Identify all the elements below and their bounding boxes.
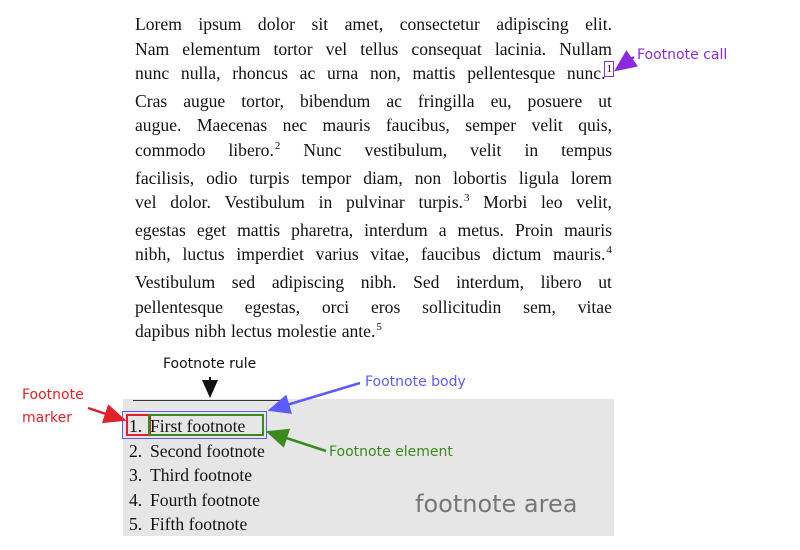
- word: tempus: [561, 139, 612, 160]
- word: quis,: [578, 115, 612, 136]
- word: consequat: [411, 38, 482, 59]
- word: egestas: [135, 219, 186, 240]
- word: egestas,: [244, 296, 300, 317]
- word: fringilla: [417, 90, 475, 111]
- word: nibh: [194, 321, 227, 342]
- word: turpis.$^3$: [418, 192, 470, 213]
- footnote-marker: 1.: [129, 416, 143, 436]
- word: Nam: [135, 38, 170, 59]
- footnote-marker: 5.: [129, 514, 143, 534]
- word: Proin: [514, 219, 554, 240]
- footnote-text: Fourth footnote: [150, 489, 260, 510]
- footnote-marker-label-line2: marker: [22, 410, 72, 426]
- word: mauris.$^4$: [553, 244, 612, 265]
- word: Vestibulum: [135, 271, 216, 292]
- footnote-marker-arrow: [88, 408, 124, 420]
- word: metus.: [457, 219, 504, 240]
- word: mauris: [322, 115, 371, 136]
- word: ante.$^5$: [341, 321, 382, 342]
- word: dolor: [257, 14, 296, 34]
- word: velit: [470, 139, 502, 160]
- footnote-rule-label: Footnote rule: [163, 356, 257, 372]
- word: augue.: [135, 115, 182, 136]
- word: Nullam: [559, 38, 612, 59]
- footnote-marker: 3.: [129, 465, 143, 485]
- word: pellentesque: [135, 296, 223, 317]
- footnote-element-arrow: [268, 432, 326, 451]
- word: libero: [540, 271, 582, 292]
- word: non: [414, 167, 442, 188]
- word: Maecenas: [196, 115, 268, 136]
- word: molestie: [277, 321, 337, 342]
- word: elementum: [182, 38, 261, 59]
- word: Cras: [135, 90, 168, 111]
- word: tempor: [301, 167, 352, 188]
- word: in: [318, 192, 333, 213]
- footnote-marker: 2.: [129, 440, 143, 461]
- word: nibh.: [360, 271, 397, 292]
- word: interdum: [364, 219, 428, 240]
- word: rhoncus: [232, 63, 288, 84]
- word: augue: [183, 90, 226, 111]
- footnote-call-arrow: [616, 57, 634, 70]
- word: consectetur: [399, 14, 480, 34]
- word: nunc.$^1$: [566, 63, 612, 84]
- word: sit: [311, 14, 329, 34]
- word: non,: [369, 63, 401, 84]
- footnote-text: Third footnote: [150, 465, 253, 485]
- word: mauris: [564, 219, 612, 240]
- word: faucibus: [420, 244, 481, 265]
- word: urna: [326, 63, 359, 84]
- word: tortor,: [241, 90, 284, 111]
- word: vitae,: [370, 244, 410, 265]
- word: vestibulum,: [364, 139, 448, 160]
- footnote-call[interactable]: 1: [606, 63, 612, 76]
- word: ut: [598, 90, 612, 111]
- word: commodo: [135, 139, 206, 160]
- word: ligula: [518, 167, 559, 188]
- footnote-text: Second footnote: [150, 440, 265, 461]
- word: vel: [135, 192, 157, 213]
- word: pellentesque: [467, 63, 556, 84]
- word: diam,: [363, 167, 403, 188]
- footnote-call[interactable]: 2: [274, 139, 281, 152]
- word: tellus: [360, 38, 399, 59]
- footnote-element-label: Footnote element: [329, 444, 453, 460]
- word: velit,: [576, 192, 612, 213]
- word: eros: [371, 296, 401, 317]
- word: in: [524, 139, 539, 160]
- word: sem,: [523, 296, 556, 317]
- word: semper: [465, 115, 517, 136]
- footnote-call[interactable]: 5: [376, 321, 382, 334]
- word: leo: [541, 192, 563, 213]
- word: ut: [598, 271, 612, 292]
- word: a: [438, 219, 447, 240]
- word: posuere: [527, 90, 583, 111]
- footnote-call-label: Footnote call: [637, 47, 728, 63]
- word: vel: [325, 38, 348, 59]
- word: nulla,: [180, 63, 221, 84]
- word: imperdiet: [236, 244, 304, 265]
- footnote-call[interactable]: 3: [463, 192, 470, 205]
- word: libero.$^2$: [228, 139, 281, 160]
- word: vitae: [577, 296, 612, 317]
- word: Vestibulum: [224, 192, 305, 213]
- word: velit: [531, 115, 563, 136]
- footnote-body-label: Footnote body: [365, 374, 466, 390]
- word: turpis: [249, 167, 290, 188]
- word: pharetra,: [291, 219, 354, 240]
- word: adipiscing: [496, 14, 569, 34]
- word: lobortis: [453, 167, 507, 188]
- word: eget: [196, 219, 227, 240]
- footnote-call[interactable]: 4: [606, 244, 612, 257]
- word: ipsum: [198, 14, 242, 34]
- footnote-text: First footnote: [150, 416, 246, 436]
- word: bibendum: [299, 90, 371, 111]
- word: odio: [206, 167, 238, 188]
- word: tortor: [273, 38, 313, 59]
- footnote-body-arrow: [270, 383, 360, 410]
- footnote-text: Fifth footnote: [150, 514, 248, 534]
- word: dictum: [492, 244, 542, 265]
- footnote-marker-label-line1: Footnote: [22, 387, 84, 403]
- word: lectus: [231, 321, 273, 342]
- word: lacinia.: [494, 38, 547, 59]
- word: facilisis,: [135, 167, 195, 188]
- word: orci: [321, 296, 350, 317]
- word: faucibus,: [385, 115, 450, 136]
- word: mattis: [237, 219, 281, 240]
- word: varius: [315, 244, 359, 265]
- word: dapibus: [135, 321, 190, 342]
- word: luctus: [182, 244, 225, 265]
- word: sed: [231, 271, 256, 292]
- word: dolor.: [170, 192, 211, 213]
- word: lorem: [570, 167, 612, 188]
- word: ac: [299, 63, 316, 84]
- footnote-area-label: footnote area: [415, 490, 578, 518]
- word: ac: [386, 90, 402, 111]
- word: eu,: [490, 90, 512, 111]
- word: elit.: [585, 14, 612, 34]
- word: adipiscing: [271, 271, 345, 292]
- word: Nunc: [303, 139, 342, 160]
- word: interdum,: [456, 271, 524, 292]
- word: Lorem: [135, 14, 182, 34]
- word: pulvinar: [346, 192, 405, 213]
- footnote-marker: 4.: [129, 489, 143, 510]
- word: nec: [282, 115, 308, 136]
- word: amet,: [344, 14, 384, 34]
- word: Sed: [413, 271, 440, 292]
- word: mattis: [412, 63, 456, 84]
- word: Morbi: [483, 192, 528, 213]
- word: nibh,: [135, 244, 171, 265]
- word: nunc: [135, 63, 170, 84]
- word: sollicitudin: [422, 296, 502, 317]
